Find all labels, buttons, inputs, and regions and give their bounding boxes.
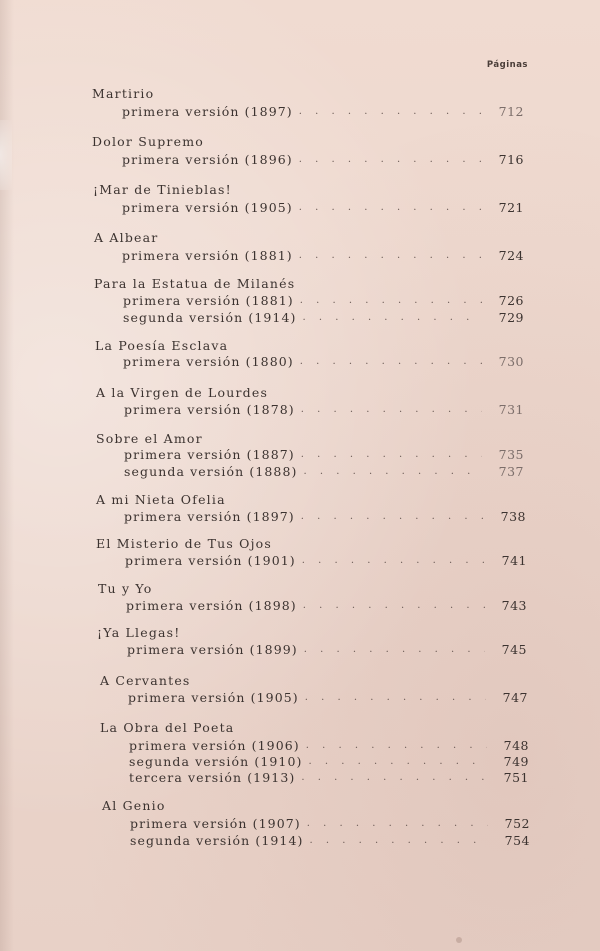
version-label: segunda versión (1914): [123, 309, 297, 325]
version-label: primera versión (1901): [125, 552, 296, 568]
dot-leader: [303, 600, 485, 611]
dot-leader: [304, 466, 482, 477]
page-number: 730: [498, 353, 524, 369]
page-number: 724: [498, 247, 524, 263]
version-label: tercera versión (1913): [129, 769, 296, 785]
page-number: 754: [504, 832, 530, 848]
page-number: 745: [501, 641, 527, 657]
dot-leader: [301, 449, 482, 460]
pages-column-header: Páginas: [486, 60, 528, 70]
entry-title: Sobre el Amor: [96, 431, 203, 446]
entry-title: A Albear: [94, 230, 159, 245]
entry-title: ¡Mar de Tinieblas!: [93, 182, 232, 197]
page-number: 743: [501, 597, 527, 613]
entry-title: Al Genio: [102, 798, 166, 813]
page-number: 726: [498, 292, 524, 308]
entry-title: A mi Nieta Ofelia: [96, 492, 226, 507]
version-row: [129, 737, 529, 753]
version-label: primera versión (1905): [122, 199, 293, 215]
dot-leader: [300, 295, 482, 306]
dot-leader: [304, 644, 485, 655]
version-label: primera versión (1881): [123, 292, 294, 308]
version-row: [122, 247, 524, 263]
dot-leader: [301, 511, 484, 522]
page-number: 741: [501, 552, 527, 568]
version-row: [123, 353, 524, 369]
entry-title: La Obra del Poeta: [100, 720, 235, 735]
page-number: 712: [498, 103, 524, 119]
version-row: [127, 641, 527, 657]
page-number: 716: [498, 151, 524, 167]
version-row: [122, 103, 524, 119]
version-label: primera versión (1897): [122, 103, 293, 119]
version-label: primera versión (1880): [123, 353, 294, 369]
version-row: [129, 769, 529, 785]
entry-title: A Cervantes: [100, 673, 191, 688]
version-row: [124, 446, 524, 462]
version-row: [124, 508, 526, 524]
entry-title: A la Virgen de Lourdes: [96, 385, 269, 400]
dot-leader: [307, 818, 488, 829]
version-row: [130, 832, 530, 848]
page-number: 748: [503, 737, 529, 753]
dot-leader: [301, 404, 482, 415]
version-row: [126, 597, 527, 613]
version-label: primera versión (1878): [124, 401, 295, 417]
version-row: [123, 309, 524, 325]
version-label: segunda versión (1888): [124, 463, 298, 479]
page-number: 751: [503, 769, 529, 785]
paper-speck: [456, 937, 462, 943]
version-label: primera versión (1899): [127, 641, 298, 657]
version-label: primera versión (1887): [124, 446, 295, 462]
page-number: 749: [503, 753, 529, 769]
dot-leader: [300, 356, 482, 367]
version-row: [129, 753, 529, 769]
dot-leader: [299, 154, 482, 165]
version-label: primera versión (1898): [126, 597, 297, 613]
dot-leader: [299, 202, 482, 213]
dot-leader: [301, 772, 487, 783]
page-number: 738: [500, 508, 526, 524]
version-label: primera versión (1897): [124, 508, 295, 524]
page-number: 752: [504, 815, 530, 831]
dot-leader: [302, 555, 485, 566]
dot-leader: [305, 692, 486, 703]
version-label: segunda versión (1914): [130, 832, 304, 848]
dot-leader: [303, 312, 482, 323]
page-number: 731: [498, 401, 524, 417]
page-number: 737: [498, 463, 524, 479]
entry-title: ¡Ya Llegas!: [97, 625, 181, 640]
entry-title: Martirio: [92, 86, 155, 101]
dot-leader: [299, 106, 482, 117]
version-label: primera versión (1881): [122, 247, 293, 263]
version-row: [122, 151, 524, 167]
entry-title: Tu y Yo: [98, 581, 153, 596]
page-number: 729: [498, 309, 524, 325]
version-label: primera versión (1905): [128, 689, 299, 705]
page-number: 747: [502, 689, 528, 705]
version-row: [130, 815, 530, 831]
dot-leader: [310, 835, 488, 846]
version-row: [122, 199, 524, 215]
dot-leader: [306, 740, 487, 751]
version-label: segunda versión (1910): [129, 753, 303, 769]
version-row: [128, 689, 528, 705]
version-label: primera versión (1896): [122, 151, 293, 167]
entry-title: El Misterio de Tus Ojos: [96, 536, 273, 551]
page-number: 721: [498, 199, 524, 215]
version-row: [125, 552, 527, 568]
version-label: primera versión (1907): [130, 815, 301, 831]
page-number: 735: [498, 446, 524, 462]
version-row: [124, 463, 524, 479]
dot-leader: [309, 756, 487, 767]
dot-leader: [299, 250, 482, 261]
paper-stain: [0, 120, 12, 190]
entry-title: Dolor Supremo: [92, 134, 204, 149]
entry-title: Para la Estatua de Milanés: [94, 276, 296, 291]
version-row: [124, 401, 524, 417]
version-row: [123, 292, 524, 308]
entry-title: La Poesía Esclava: [95, 338, 229, 353]
version-label: primera versión (1906): [129, 737, 300, 753]
